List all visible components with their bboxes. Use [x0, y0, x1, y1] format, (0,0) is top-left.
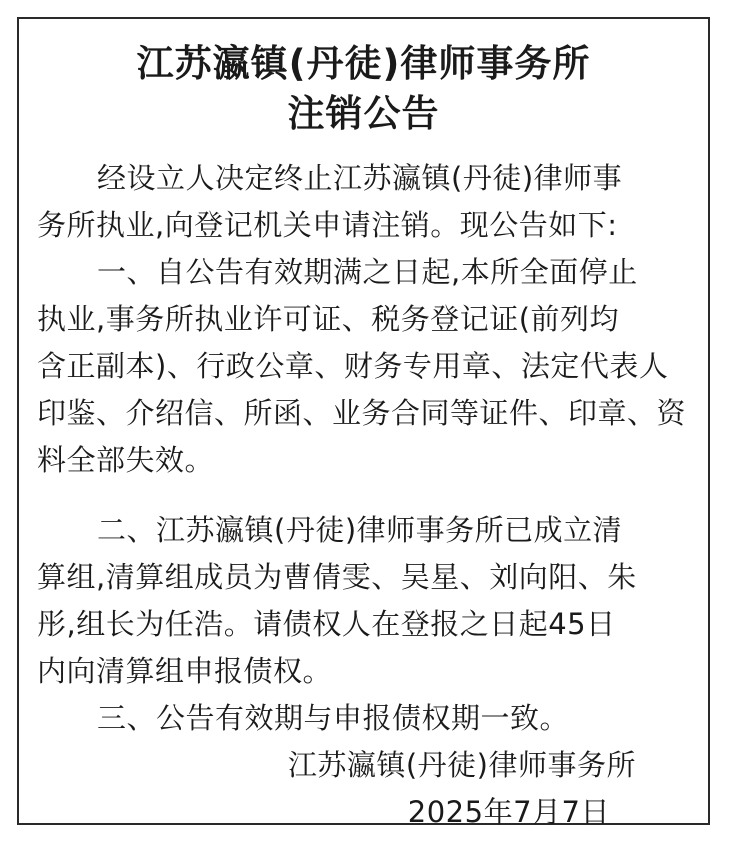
signature-org: 江苏瀛镇(丹徒)律师事务所: [287, 748, 636, 782]
body-line-3: 一、自公告有效期满之日起,本所全面停止: [97, 255, 638, 289]
notice-box: [17, 17, 710, 829]
body-line-2: 务所执业,向登记机关申请注销。现公告如下:: [37, 208, 618, 242]
body-line-5: 含正副本)、行政公章、财务专用章、法定代表人: [37, 349, 669, 383]
body-line-12: 三、公告有效期与申报债权期一致。: [97, 701, 570, 735]
body-line-8: 二、江苏瀛镇(丹徒)律师事务所已成立清: [97, 513, 623, 547]
notice-subtitle: 注销公告: [287, 92, 440, 135]
body-line-1: 经设立人决定终止江苏瀛镇(丹徒)律师事: [97, 161, 623, 195]
body-line-4: 执业,事务所执业许可证、税务登记证(前列均: [37, 302, 620, 336]
body-line-11: 内向清算组申报债权。: [37, 654, 333, 688]
body-line-7: 料全部失效。: [37, 443, 215, 477]
body-line-9: 算组,清算组成员为曹倩雯、吴星、刘向阳、朱: [37, 560, 637, 594]
body-line-10: 彤,组长为任浩。请债权人在登报之日起45日: [37, 607, 616, 641]
notice-title: 江苏瀛镇(丹徒)律师事务所: [136, 42, 591, 85]
signature-date: 2025年7月7日: [407, 795, 610, 829]
body-line-6: 印鉴、介绍信、所函、业务合同等证件、印章、资: [37, 396, 687, 430]
